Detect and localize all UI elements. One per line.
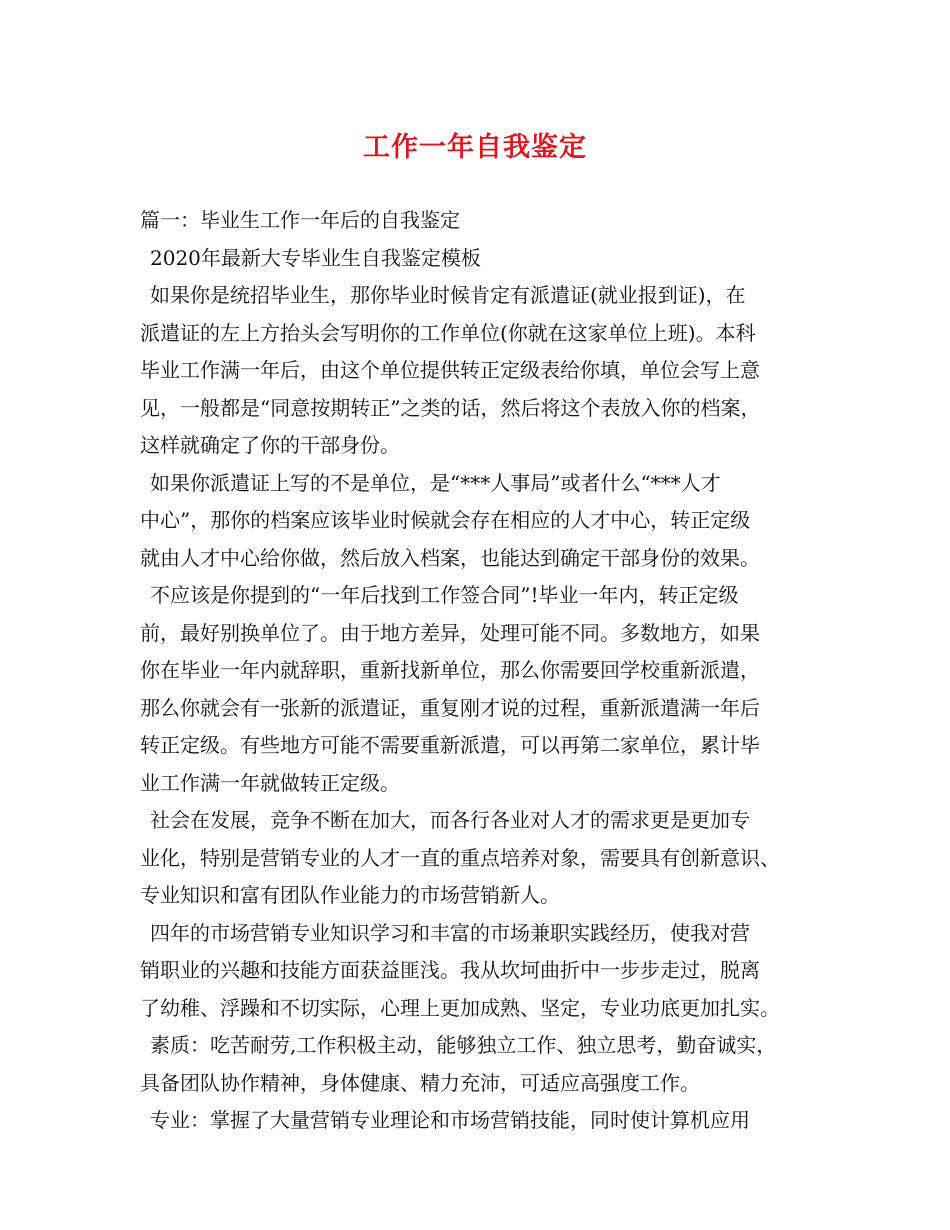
text-line: 见，一般都是“同意按期转正”之类的话，然后将这个表放入你的档案，	[140, 395, 761, 420]
text-line: 具备团队协作精神，身体健康、精力充沛，可适应高强度工作。	[140, 1070, 700, 1095]
text-line: 四年的市场营销专业知识学习和丰富的市场兼职实践经历，使我对营	[150, 920, 750, 945]
text-line: 不应该是你提到的“一年后找到工作签合同”!毕业一年内，转正定级	[150, 583, 739, 607]
text-line: 业化，特别是营销专业的人才一直的重点培养对象，需要具有创新意识、	[140, 845, 780, 870]
text-line: 如果你是统招毕业生，那你毕业时候肯定有派遣证(就业报到证)，在	[150, 283, 746, 307]
text-line: 前，最好别换单位了。由于地方差异，处理可能不同。多数地方，如果	[140, 620, 760, 645]
text-line: 专业知识和富有团队作业能力的市场营销新人。	[140, 883, 560, 907]
text-line: 转正定级。有些地方可能不需要重新派遣，可以再第二家单位，累计毕	[140, 733, 760, 757]
text-line: 2020年最新大专毕业生自我鉴定模板	[150, 245, 481, 270]
text-line: 毕业工作满一年后，由这个单位提供转正定级表给你填，单位会写上意	[140, 358, 760, 382]
document-body	[140, 202, 820, 1140]
text-line: 社会在发展，竞争不断在加大，而各行各业对人才的需求更是更加专	[150, 808, 750, 832]
text-line: 素质：吃苦耐劳,工作积极主动，能够独立工作、独立思考，勤奋诚实，	[150, 1033, 777, 1057]
text-line: 篇一：毕业生工作一年后的自我鉴定	[140, 208, 460, 232]
text-line: 你在毕业一年内就辞职，重新找新单位，那么你需要回学校重新派遣，	[140, 658, 760, 682]
text-line: 那么你就会有一张新的派遣证，重复刚才说的过程，重新派遣满一年后	[140, 695, 760, 720]
text-line: 专业：掌握了大量营销专业理论和市场营销技能，同时使计算机应用	[150, 1108, 750, 1132]
text-line: 中心”，那你的档案应该毕业时候就会存在相应的人才中心，转正定级	[140, 508, 751, 532]
text-line: 业工作满一年就做转正定级。	[140, 770, 400, 795]
text-line: 如果你派遣证上写的不是单位，是“***人事局”或者什么“***人才	[150, 470, 721, 495]
text-line: 销职业的兴趣和技能方面获益匪浅。我从坎坷曲折中一步步走过，脱离	[140, 958, 760, 982]
text-line: 这样就确定了你的干部身份。	[140, 433, 400, 457]
text-line: 派遣证的左上方抬头会写明你的工作单位(你就在这家单位上班)。本科	[140, 320, 756, 345]
text-line: 就由人才中心给你做，然后放入档案，也能达到确定干部身份的效果。	[140, 545, 760, 570]
document-title: 工作一年自我鉴定	[363, 132, 587, 163]
text-line: 了幼稚、浮躁和不切实际，心理上更加成熟、坚定，专业功底更加扎实。	[140, 995, 780, 1020]
